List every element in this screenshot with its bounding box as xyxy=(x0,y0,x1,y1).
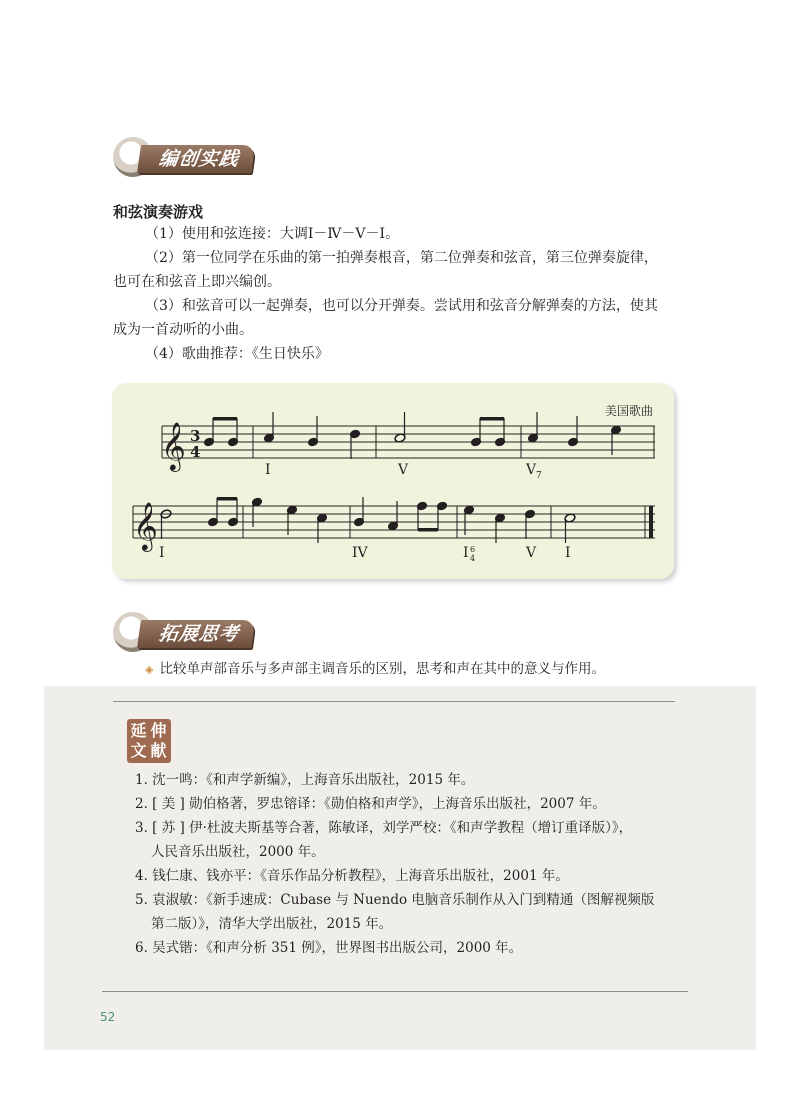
reference-6: 6. 吴式锴：《和声分析 351 例》，世界图书出版公司，2000 年。 xyxy=(135,940,523,956)
thinking-item xyxy=(145,657,605,682)
reference-3-cont: 人民音乐出版社，2000 年。 xyxy=(151,844,325,860)
practice-line-3: 也可在和弦音上即兴编创。 xyxy=(113,274,281,290)
reference-1: 1. 沈一鸣：《和声学新编》，上海音乐出版社，2015 年。 xyxy=(135,772,475,788)
thinking-banner xyxy=(113,612,253,652)
reference-5: 5. 袁淑敏：《新手速成：Cubase 与 Nuendo 电脑音乐制作从入门到精通（图解视频版 xyxy=(135,892,655,908)
page-number: 52 xyxy=(100,1010,116,1024)
reference-3: 3. [ 苏 ] 伊·杜波夫斯基等合著，陈敏译，刘学严校：《和声学教程（增订重译版）》， xyxy=(135,820,633,836)
chord-symbol: 4 xyxy=(470,554,476,563)
reference-4: 4. 钱仁康、钱亦平：《音乐作品分析教程》，上海音乐出版社，2001 年。 xyxy=(135,868,569,884)
chord-symbol: V xyxy=(398,462,409,478)
practice-line-5: 成为一首动听的小曲。 xyxy=(113,322,253,338)
time-signature-bottom: 4 xyxy=(190,443,201,461)
thinking-text: 比较单声部音乐与多声部主调音乐的区别，思考和声在其中的意义与作用。 xyxy=(159,661,605,677)
practice-line-6: （4）歌曲推荐：《生日快乐》 xyxy=(145,346,329,362)
divider-bottom xyxy=(102,991,688,992)
score-composer: 美国歌曲 xyxy=(605,404,654,418)
practice-heading: 和弦演奏游戏 xyxy=(113,203,204,221)
final-barline-thick xyxy=(649,506,653,538)
reference-tag-line-1: 延伸 xyxy=(130,721,171,740)
beam xyxy=(480,417,504,421)
time-signature-top: 3 xyxy=(190,427,201,445)
reference-5-cont: 第二版）》，清华大学出版社，2015 年。 xyxy=(151,916,393,932)
reference-tag xyxy=(127,719,171,763)
reference-tag-line-2: 文献 xyxy=(130,741,171,760)
reference-2: 2. [ 美 ] 勋伯格著，罗忠镕译：《勋伯格和声学》，上海音乐出版社，2007 年。 xyxy=(135,796,606,812)
bullet-icon: ◈ xyxy=(145,663,154,676)
chord-symbol: IV xyxy=(352,545,368,561)
divider-top xyxy=(113,701,675,702)
thinking-banner-label: 拓展思考 xyxy=(137,620,255,648)
beam xyxy=(213,417,237,421)
chord-symbol: I xyxy=(265,462,271,478)
practice-line-2: （2）第一位同学在乐曲的第一拍弹奏根音，第二位弹奏和弦音，第三位弹奏旋律， xyxy=(145,250,658,266)
practice-line-4: （3）和弦音可以一起弹奏，也可以分开弹奏。尝试用和弦音分解弹奏的方法，使其 xyxy=(145,298,658,314)
chord-symbol: V xyxy=(526,545,537,561)
treble-clef-icon: 𝄞 xyxy=(133,501,158,550)
beam xyxy=(418,528,438,532)
practice-line-1: （1）使用和弦连接：大调Ⅰ－Ⅳ－Ⅴ－Ⅰ。 xyxy=(145,226,400,242)
practice-banner-label: 编创实践 xyxy=(137,145,255,173)
beam xyxy=(217,497,237,501)
chord-symbol: I xyxy=(565,545,571,561)
chord-symbol: I xyxy=(463,545,469,561)
chord-symbol: 7 xyxy=(536,471,542,481)
treble-clef-icon: 𝄞 xyxy=(161,421,186,470)
chord-symbol: V xyxy=(526,462,537,478)
chord-symbol: I xyxy=(159,545,165,561)
chord-symbol: 6 xyxy=(470,545,476,554)
